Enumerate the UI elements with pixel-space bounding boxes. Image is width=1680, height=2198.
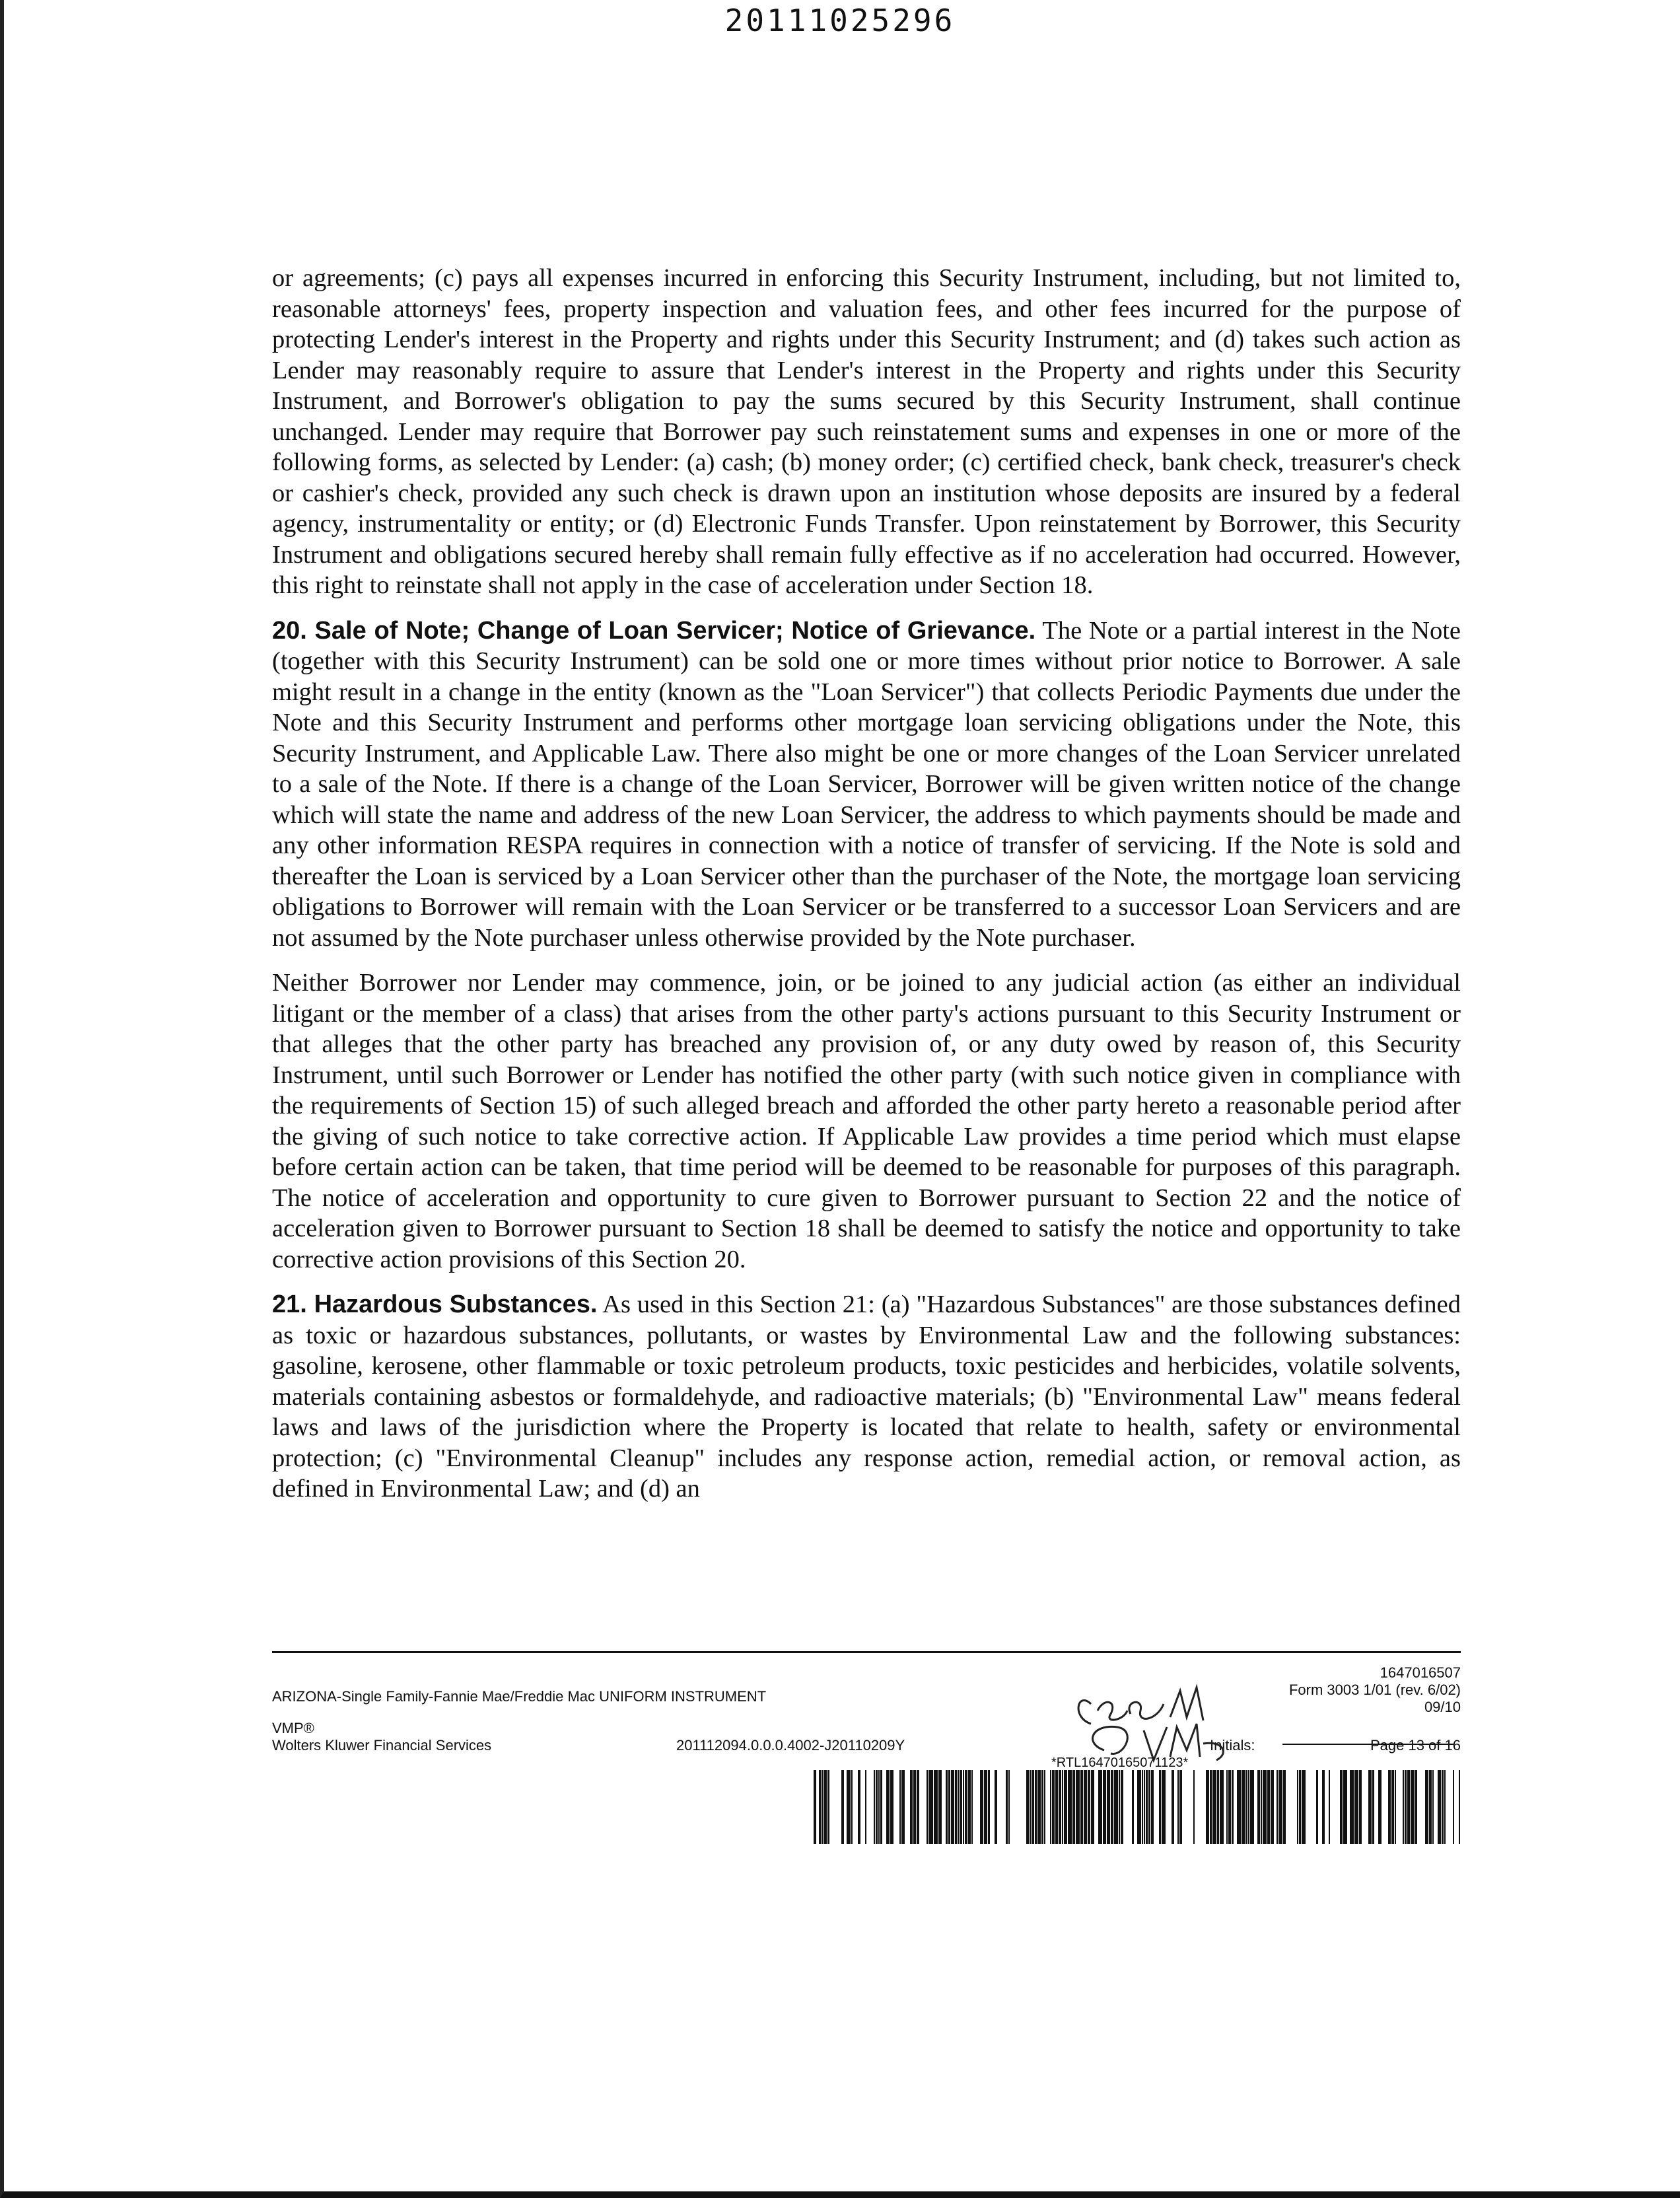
document-number: 20111025296 (724, 3, 956, 38)
instrument-title: ARIZONA-Single Family-Fannie Mae/Freddie Mac UNIFORM INSTRUMENT (272, 1688, 767, 1705)
handwritten-initials (1065, 1664, 1302, 1770)
publisher-name: Wolters Kluwer Financial Services (272, 1737, 492, 1754)
section-21 (272, 1289, 1461, 1505)
barcode (814, 1770, 1461, 1844)
vmp-mark: VMP® (272, 1720, 314, 1736)
section-20 (272, 616, 1461, 954)
document-code: 201112094.0.0.0.4002-J20110209Y (676, 1737, 905, 1754)
page-footer (272, 1664, 1461, 1862)
section-21-heading: 21. Hazardous Substances. (272, 1291, 598, 1318)
section-21-text: As used in this Section 21: (a) "Hazardous Substances" are those substances defined as toxic or hazardous substances, pollutants, or wastes by Environmental Law and the following substances: gasoline, kerosene, other flammable or toxic petroleum products, toxic pesticides and herbicides, volatile solvents, materials containing asbestos or formaldehyde, and radioactive materials; (b) "Environmental Law" means federal laws and laws of the jurisdiction where the Property is located that relate to health, safety or environmental protection; (c) "Environmental Cleanup" includes any response action, remedial action, or removal action, as defined in Environmental Law; and (d) an (272, 1291, 1461, 1503)
form-date: 09/10 (1424, 1699, 1461, 1715)
initials-label: Initials: (1210, 1737, 1255, 1754)
page-number: Page 13 of 16 (1370, 1737, 1461, 1754)
section-20-paragraph-2: Neither Borrower nor Lender may commence, join, or be joined to any judicial action (as either an individual litigant or the member of a class) that arises from the other party's actions pursuant to this Security Instrument or that alleges that the other party has breached any provision of, or any duty owed by reason of, this Security Instrument, until such Borrower or Lender has notified the other party (with such notice given in compliance with the requirements of Section 15) of such alleged breach and afforded the other party hereto a reasonable period after the giving of such notice to take corrective action. If Applicable Law provides a time period which must elapse before certain action can be taken, that time period will be deemed to be reasonable for purposes of this paragraph. The notice of acceleration and opportunity to cure given to Borrower pursuant to Section 22 and the notice of acceleration given to Borrower pursuant to Section 18 shall be deemed to satisfy the notice and opportunity to take corrective action provisions of this Section 20. (272, 969, 1461, 1273)
document-body (272, 263, 1461, 1519)
section-20-heading: 20. Sale of Note; Change of Loan Servicer; Notice of Grievance. (272, 616, 1036, 645)
section-20-text: The Note or a partial interest in the Note (together with this Security Instrument) can be sold one or more times without prior notice to Borrower. A sale might result in a change in the entity (known as the "Loan Servicer") that collects Periodic Payments due under the Note and this Security Instrument and performs other mortgage loan servicing obligations under the Note, this Security Instrument, and Applicable Law. There also might be one or more changes of the Loan Servicer unrelated to a sale of the Note. If there is a change of the Loan Servicer, Borrower will be given written notice of the change which will state the name and address of the new Loan Servicer, the address to which payments should be made and any other information RESPA requires in connection with a notice of transfer of servicing. If the Note is sold and thereafter the Loan is serviced by a Loan Servicer other than the purchaser of the Note, the mortgage loan servicing obligations to Borrower will remain with the Loan Servicer or be transferred to a successor Loan Servicers and are not assumed by the Note purchaser unless otherwise provided by the Note purchaser. (272, 616, 1461, 952)
form-number: Form 3003 1/01 (rev. 6/02) (1288, 1682, 1461, 1698)
paragraph-reinstatement-continued: or agreements; (c) pays all expenses incurred in enforcing this Security Instrument, including, but not limited to, reasonable attorneys' fees, property inspection and valuation fees, and other fees incurred for the purpose of protecting Lender's interest in the Property and rights under this Security Instrument; and (d) takes such action as Lender may reasonably require to assure that Lender's interest in the Property and rights under this Security Instrument, and Borrower's obligation to pay the sums secured by this Security Instrument, shall continue unchanged. Lender may require that Borrower pay such reinstatement sums and expenses in one or more of the following forms, as selected by Lender: (a) cash; (b) money order; (c) certified check, bank check, treasurer's check or cashier's check, provided any such check is drawn upon an institution whose deposits are insured by a federal agency, instrumentality or entity; or (d) Electronic Funds Transfer. Upon reinstatement by Borrower, this Security Instrument and obligations secured hereby shall remain fully effective as if no acceleration had occurred. However, this right to reinstate shall not apply in the case of acceleration under Section 18. (272, 264, 1461, 599)
loan-number: 1647016507 (1380, 1664, 1461, 1681)
barcode-label: *RTL16470165071123* (1051, 1755, 1189, 1770)
footer-divider (272, 1651, 1461, 1653)
